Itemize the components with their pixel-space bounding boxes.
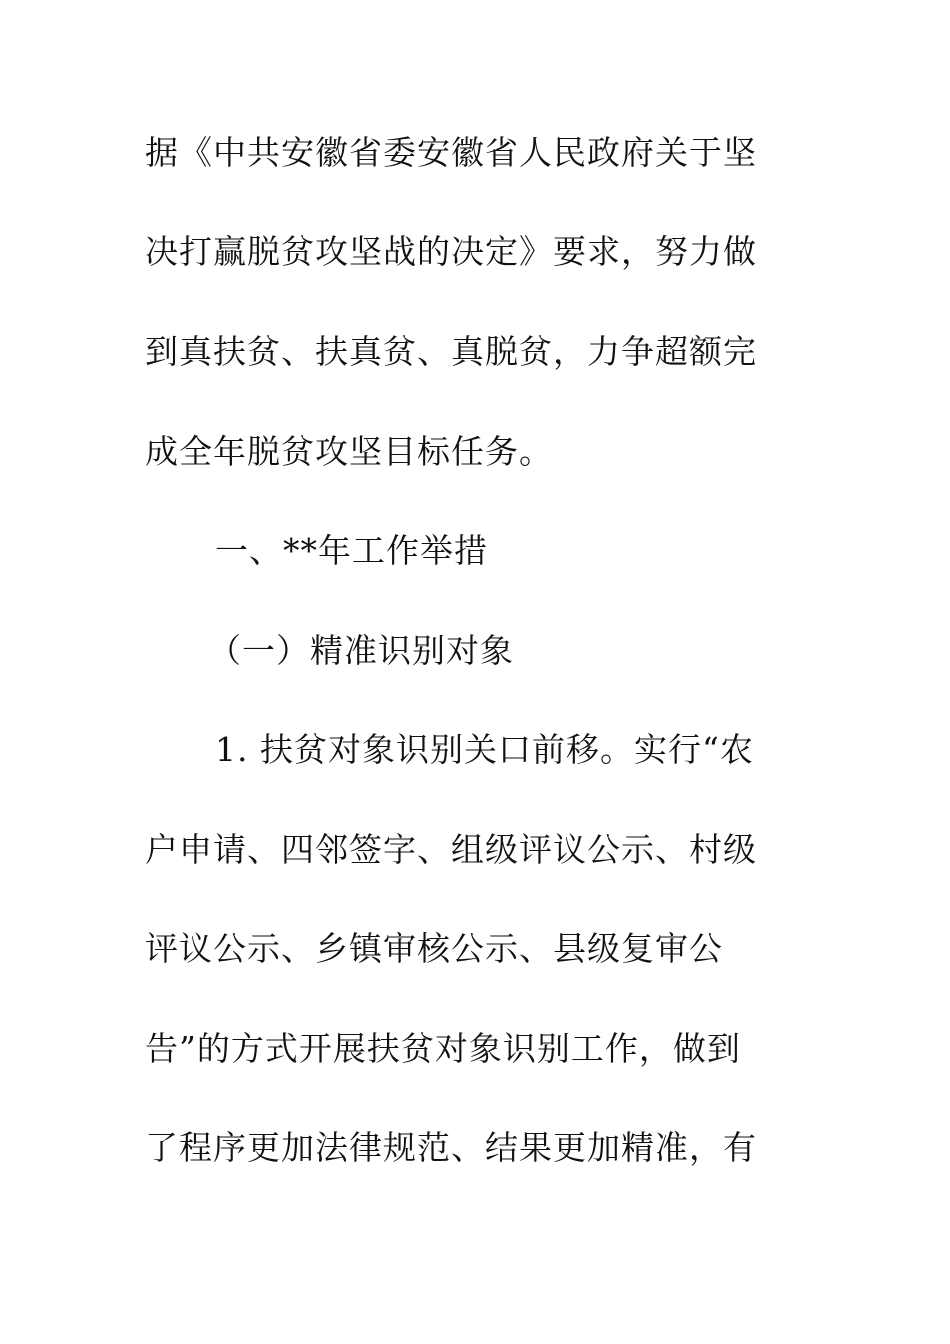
section-heading: 一、**年工作举措 <box>215 531 488 570</box>
paragraph-line: 成全年脱贫攻坚目标任务。 <box>145 432 553 471</box>
paragraph-line: 了程序更加法律规范、结果更加精准，有 <box>145 1128 757 1167</box>
paragraph-line: 据《中共安徽省委安徽省人民政府关于坚 <box>145 133 757 172</box>
paragraph-line: 评议公示、乡镇审核公示、县级复审公 <box>145 929 723 968</box>
paragraph-line: 户申请、四邻签字、组级评议公示、村级 <box>145 830 757 869</box>
paragraph-line: 决打赢脱贫攻坚战的决定》要求，努力做 <box>145 232 757 271</box>
paragraph-line: 告”的方式开展扶贫对象识别工作，做到 <box>145 1029 741 1068</box>
paragraph-line: 1. 扶贫对象识别关口前移。实行“农 <box>215 730 754 769</box>
paragraph-line: 到真扶贫、扶真贫、真脱贫，力争超额完 <box>145 332 757 371</box>
subsection-heading: （一）精准识别对象 <box>208 631 514 670</box>
